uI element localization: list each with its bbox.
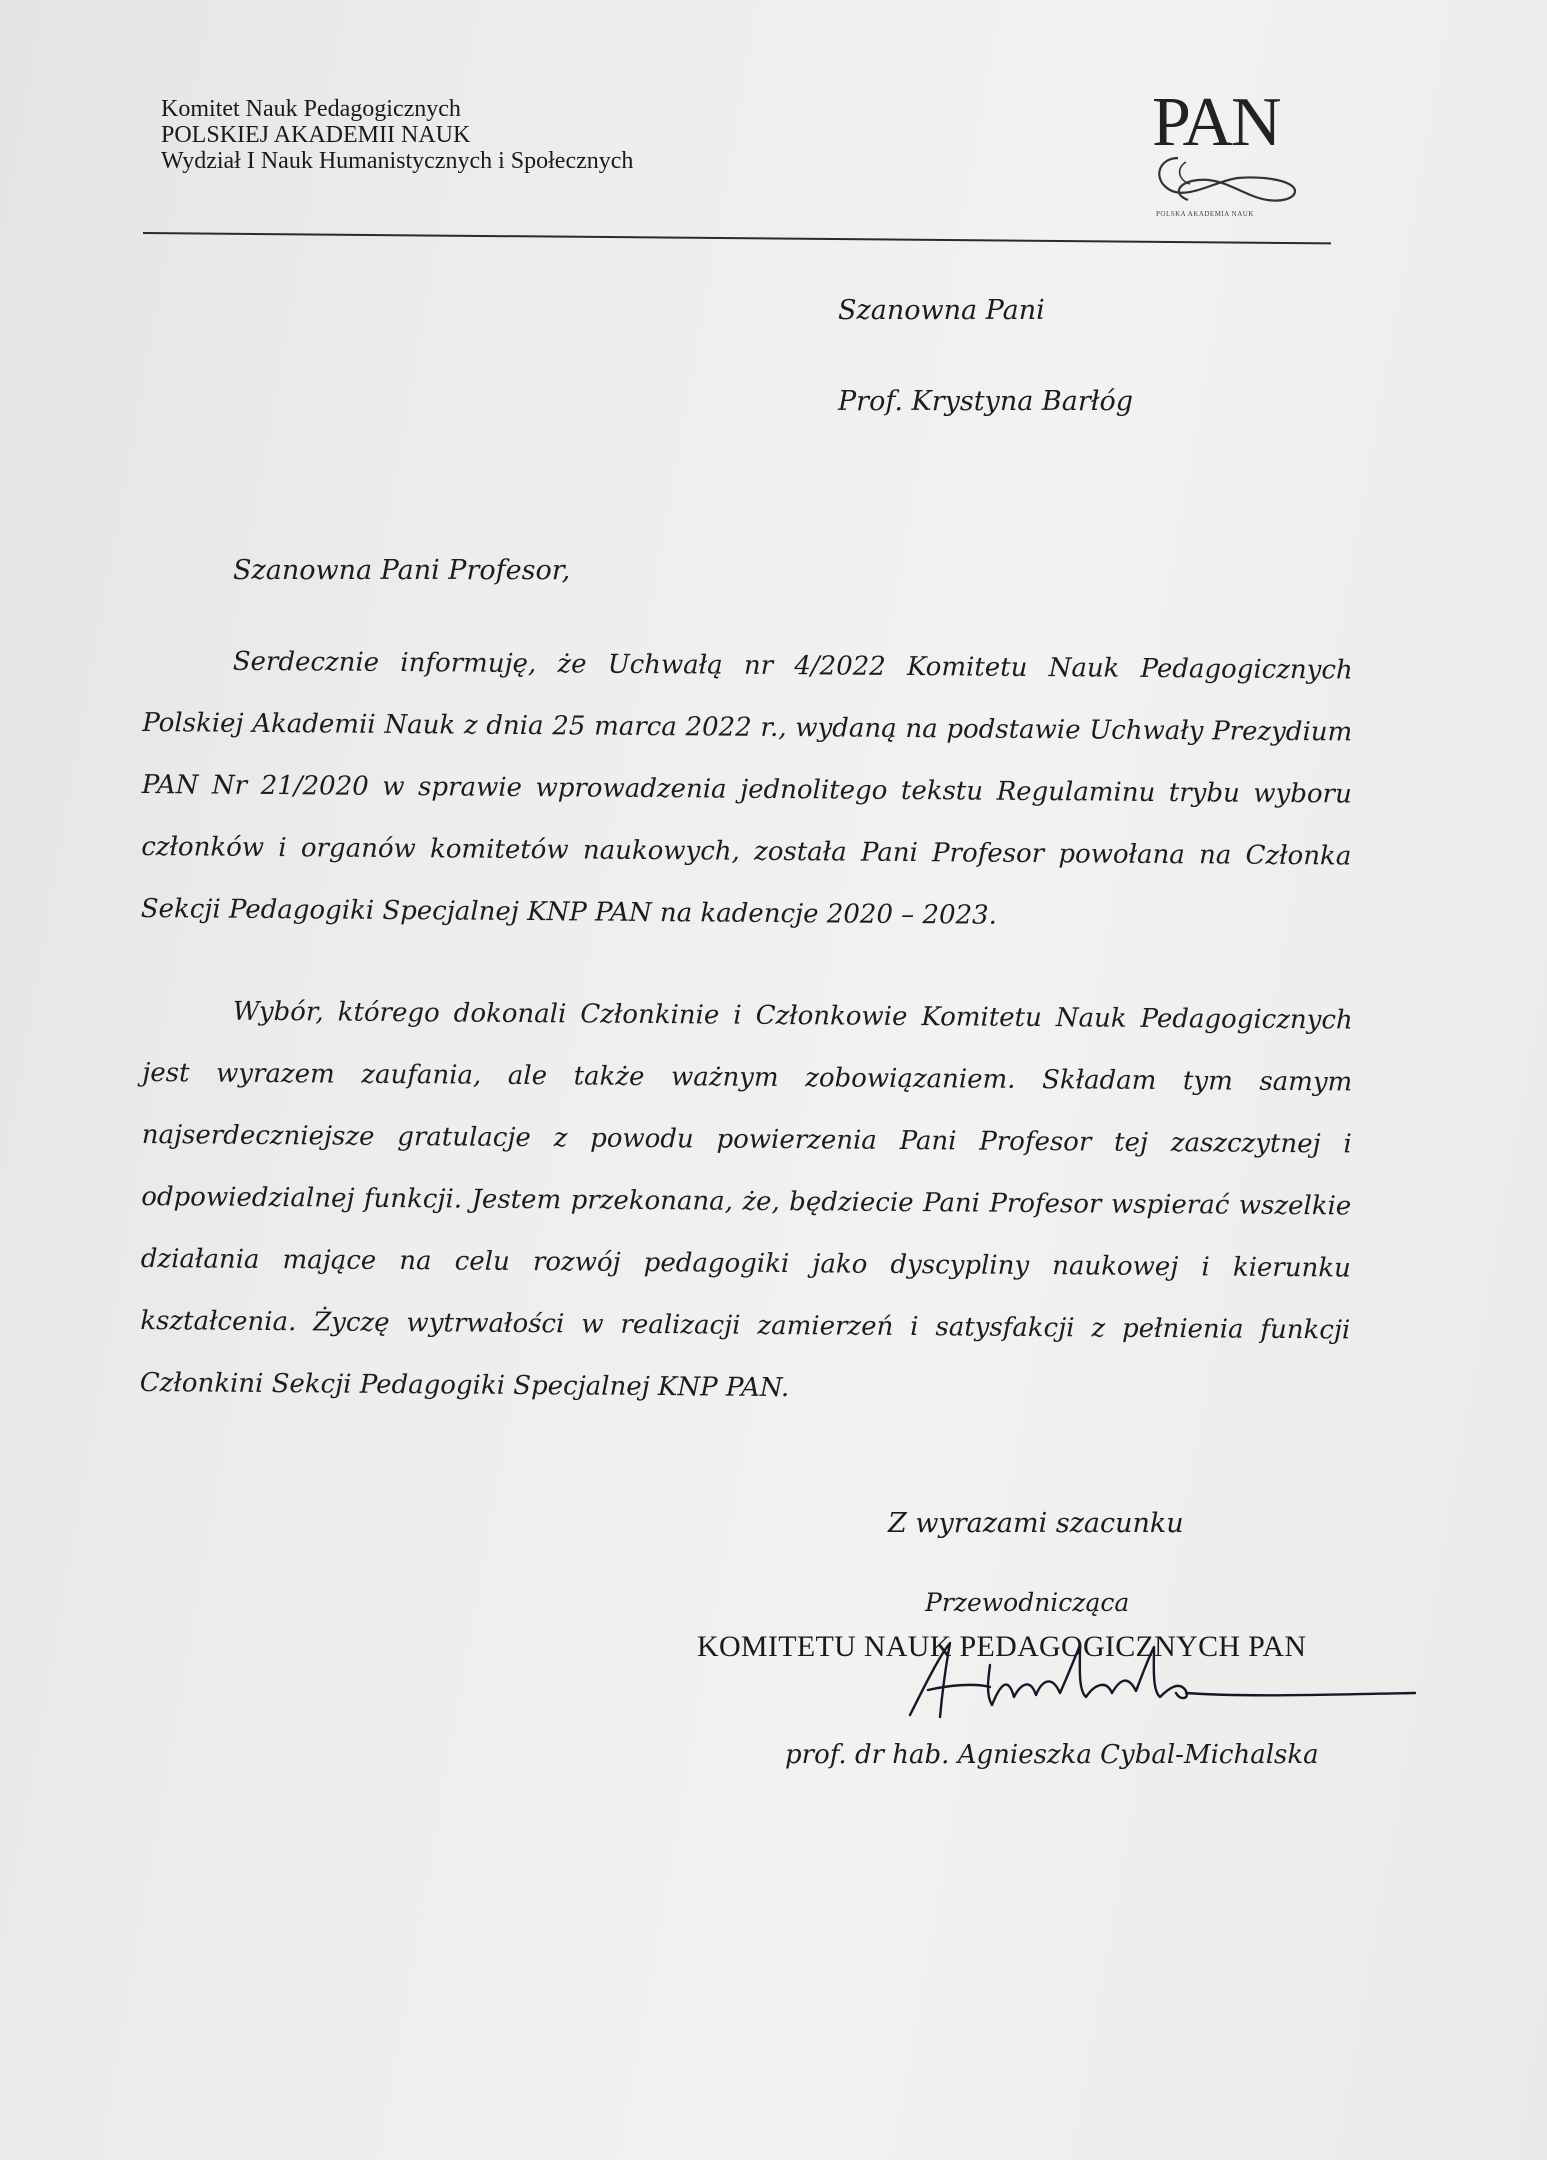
salutation: Szanowna Pani Profesor, <box>233 555 571 586</box>
closing-phrase: Z wyrazami szacunku <box>888 1508 1184 1539</box>
pan-logo <box>1148 84 1308 228</box>
letterhead-academy: POLSKIEJ AKADEMII NAUK <box>161 122 471 148</box>
letterhead <box>161 96 633 174</box>
letterhead-division: Wydział I Nauk Humanistycznych i Społecznych <box>161 148 634 174</box>
body-paragraph-1: Serdecznie informuję, że Uchwałą nr 4/2022 Komitetu Nauk Pedagogicznych Polskiej Akademii Nauk z dnia 25 marca 2022 r., wydaną na podstawie Uchwały Prezydium PAN Nr 21/2020 w sprawie wprowadzenia jednolitego tekstu Regulaminu trybu wyboru członków i organów komitetów naukowych, została Pani Profesor powołana na Członka Sekcji Pedagogiki Specjalnej KNP PAN na kadencje 2020 – 2023. <box>140 646 1353 931</box>
signatory-title: Przewodnicząca <box>925 1588 1130 1617</box>
recipient-name: Prof. Krystyna Barłóg <box>838 386 1134 417</box>
letterhead-committee: Komitet Nauk Pedagogicznych <box>161 96 461 122</box>
signatory-organization: KOMITETU NAUK PEDAGOGICZNYCH PAN <box>697 1630 1307 1663</box>
logo-wordmark: PAN <box>1152 84 1280 161</box>
infinity-swirl-icon <box>1148 150 1308 210</box>
logo-caption: POLSKA AKADEMIA NAUK <box>1156 210 1254 218</box>
signatory-name: prof. dr hab. Agnieszka Cybal-Michalska <box>785 1740 1319 1770</box>
header-divider <box>143 232 1331 244</box>
recipient-greeting: Szanowna Pani <box>838 295 1045 326</box>
body-paragraph-2: Wybór, którego dokonali Członkinie i Członkowie Komitetu Nauk Pedagogicznych jest wyrazem zaufania, ale także ważnym zobowiązaniem. Składam tym samym najserdeczniejsze gratulacje z powodu powierzenia Pani Profesor tej zaszczytnej i odpowiedzialnej funkcji. Jestem przekonana, że, będziecie Pani Profesor wspierać wszelkie działania mające na celu rozwój pedagogiki jako dyscypliny naukowej i kierunku kształcenia. Życzę wytrwałości w realizacji zamierzeń i satysfakcji z pełnienia funkcji Członkini Sekcji Pedagogiki Specjalnej KNP PAN. <box>139 996 1353 1404</box>
handwritten-signature <box>880 1635 1420 1725</box>
